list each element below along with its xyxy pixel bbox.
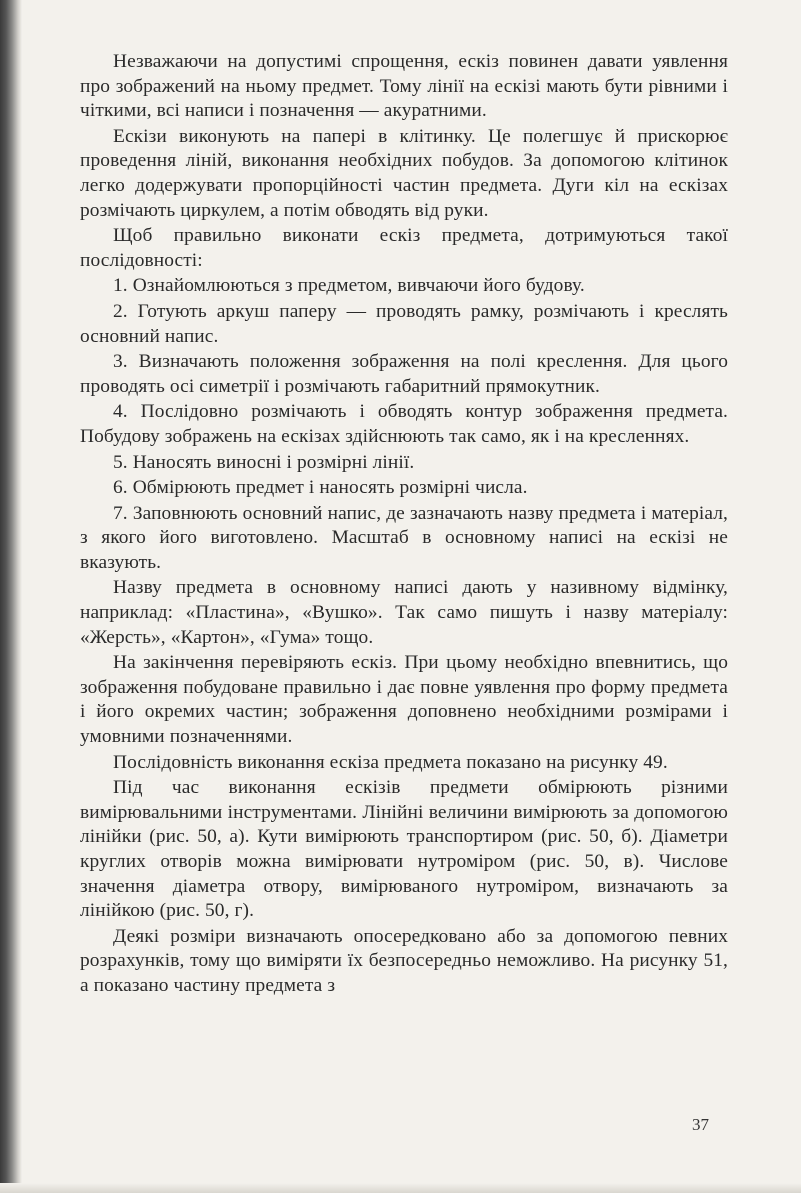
paragraph-figure-49: Послідовність виконання ескіза предмета показано на рисунку 49. — [113, 751, 668, 773]
paragraph-indirect: Деякі розміри визначають опосередковано або за допомогою певних розрахунків, тому що виміряти їх безпосередньо неможливо. На рисунку 51, а показано частину предмета з — [80, 925, 728, 996]
page-text — [80, 50, 728, 1000]
paragraph-2: Ескізи виконують на папері в клітинку. Це полегшує й прискорює проведення ліній, виконання необхідних побудов. За допомогою клітинок легко додержувати пропорційності частин предмета. Дуги кіл на ескізах розмічають циркулем, а потім обводять від руки. — [80, 125, 728, 221]
paragraph-check: На закінчення перевіряють ескіз. При цьому необхідно впевнитись, що зображення побудоване правильно і дає повне уявлення про форму предмета і його окремих частин; зображення доповнено необхідними розмірами і умовними позначеннями. — [80, 652, 728, 748]
paragraph-1: Незважаючи на допустимі спрощення, ескіз повинен давати уявлення про зображений на ньому предмет. Тому лінії на ескізі мають бути рівними і чіткими, всі написи і позначення — акуратними. — [80, 51, 728, 122]
step-4: 4. Послідовно розмічають і обводять контур зображення предмета. Побудову зображень на ескізах здійснюють так само, як і на кресленнях. — [80, 401, 728, 447]
paragraph-3: Щоб правильно виконати ескіз предмета, дотримуються такої послідовності: — [80, 225, 728, 271]
step-2: 2. Готують аркуш паперу — проводять рамку, розмічають і креслять основний напис. — [80, 300, 728, 347]
step-7: 7. Заповнюють основний напис, де зазначають назву предмета і матеріал, з якого його виготовлено. Масштаб в основному написі на ескізі не вказують. — [80, 502, 728, 573]
step-6: 6. Обмірюють предмет і наносять розмірні числа. — [113, 477, 528, 499]
paragraph-measuring: Під час виконання ескізів предмети обмірюють різними вимірювальними інструментами. Лінійні величини вимірюють за допомогою лінійки (рис. 50, а). Кути вимірюють транспортиром (рис. 50, б). Діаметри круглих отворів можна вимірювати нутроміром (рис. 50, в). Числове значення діаметра отвору, вимірюваного нутроміром, визначають за лінійкою (рис. 50, г). — [80, 777, 728, 922]
step-5: 5. Наносять виносні і розмірні лінії. — [113, 451, 415, 473]
page-number: 37 — [692, 1115, 709, 1134]
book-binding-shadow — [0, 0, 22, 1193]
step-1: 1. Ознайомлюються з предметом, вивчаючи його будову. — [113, 275, 585, 297]
page-bottom-edge — [0, 1183, 801, 1193]
step-3: 3. Визначають положення зображення на полі креслення. Для цього проводять осі симетрії і розмічають габаритний прямокутник. — [80, 351, 728, 397]
paragraph-naming: Назву предмета в основному написі дають у називному відмінку, наприклад: «Пластина», «Вушко». Так само пишуть і назву матеріалу: «Жерсть», «Картон», «Гума» тощо. — [80, 577, 728, 648]
